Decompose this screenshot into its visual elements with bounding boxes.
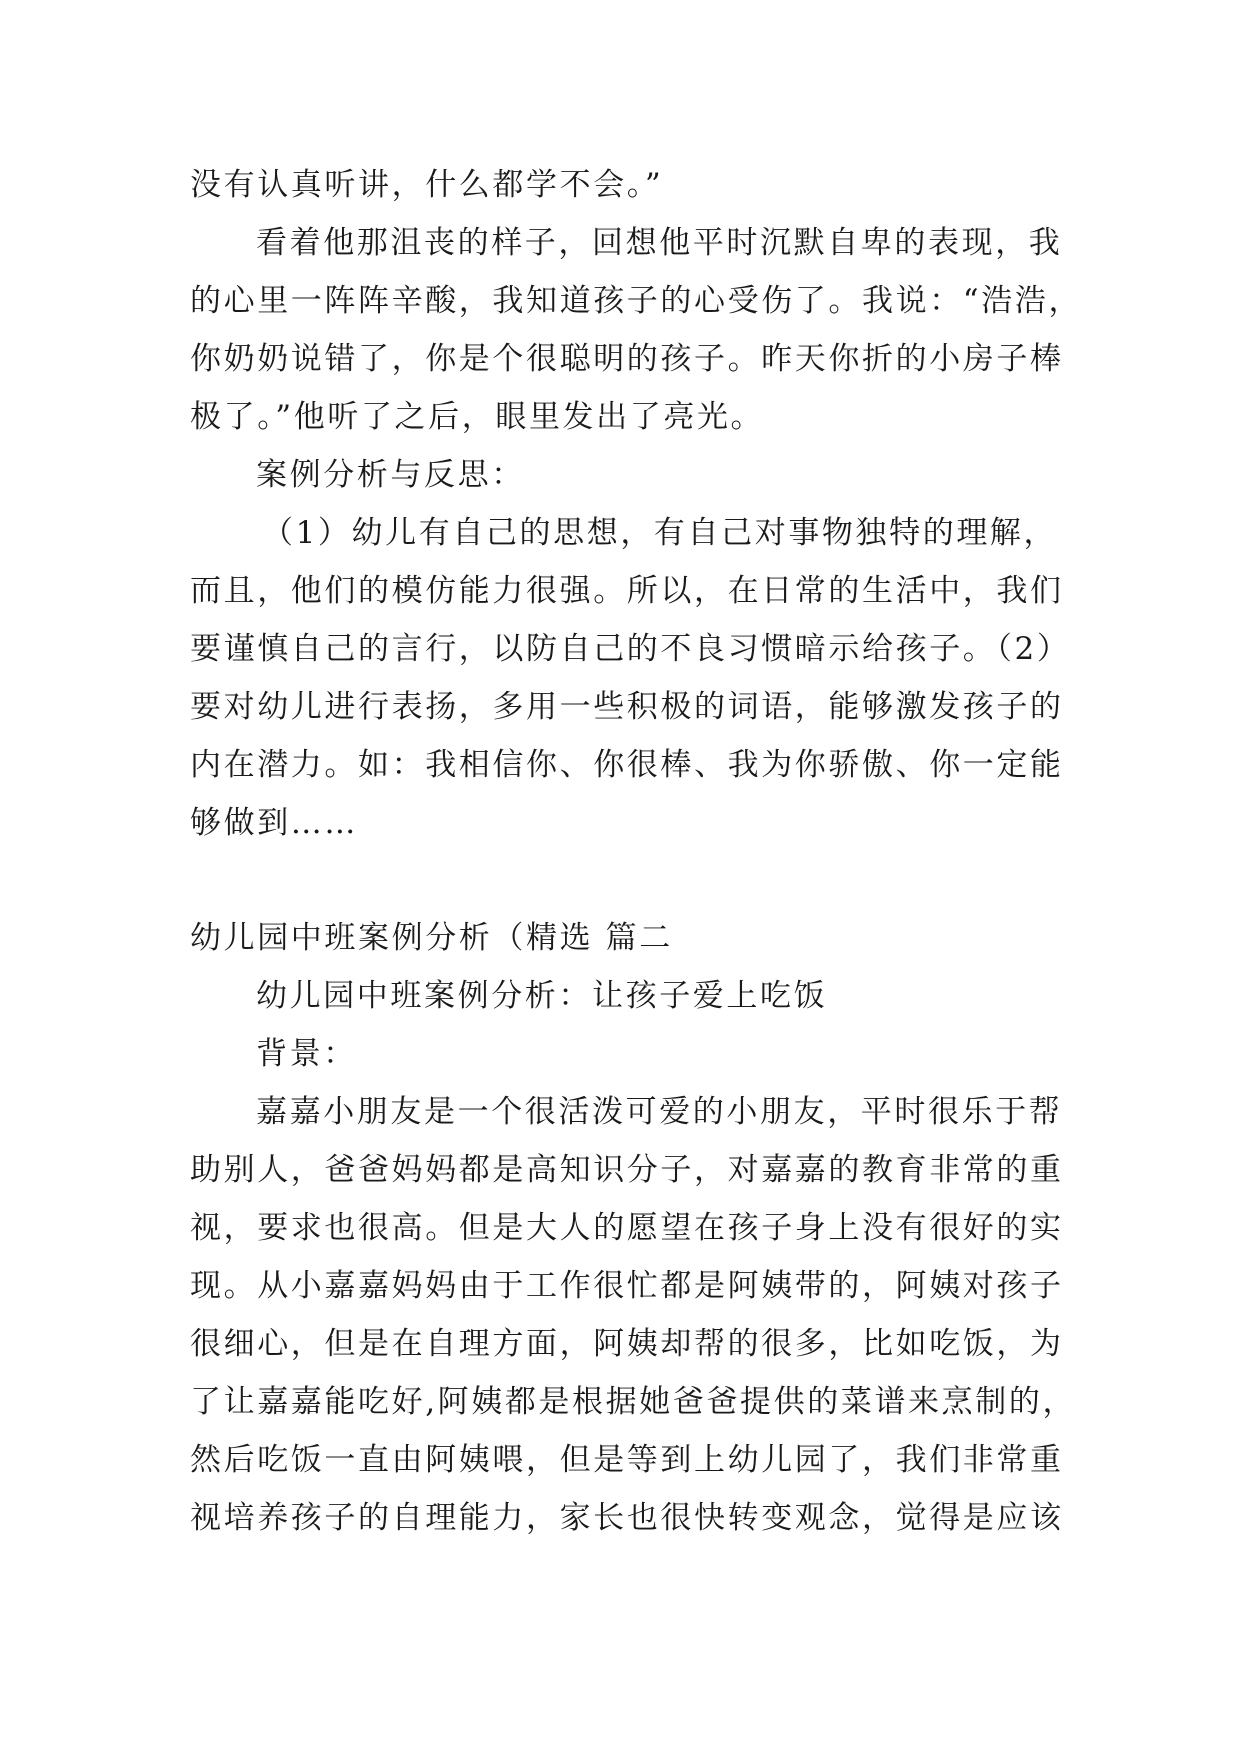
text-line: 没有认真听讲，什么都学不会。” <box>190 167 664 203</box>
text-line: 而且，他们的模仿能力很强。所以，在日常的生活中，我们 <box>190 573 1064 609</box>
text-line: 的心里一阵阵辛酸，我知道孩子的心受伤了。我说：“浩浩， <box>190 283 1083 319</box>
text-line: 内在潜力。如：我相信你、你很棒、我为你骄傲、你一定能 <box>190 747 1064 783</box>
section-heading: 幼儿园中班案例分析（精选 篇二 <box>190 920 673 956</box>
paragraph-start: 看着他那沮丧的样子，回想他平时沉默自卑的表现，我 <box>256 225 1063 261</box>
text-line: 够做到…… <box>190 805 358 841</box>
text-line: 了让嘉嘉能吃好,阿姨都是根据她爸爸提供的菜谱来烹制的， <box>190 1384 1077 1420</box>
paragraph-start: 嘉嘉小朋友是一个很活泼可爱的小朋友，平时很乐于帮 <box>256 1094 1063 1130</box>
text-line: 很细心，但是在自理方面，阿姨却帮的很多，比如吃饭，为 <box>190 1326 1064 1362</box>
text-line: 现。从小嘉嘉妈妈由于工作很忙都是阿姨带的，阿姨对孩子 <box>190 1268 1064 1304</box>
text-line: 然后吃饭一直由阿姨喂，但是等到上幼儿园了，我们非常重 <box>190 1442 1064 1478</box>
text-line: 视培养孩子的自理能力，家长也很快转变观念，觉得是应该 <box>190 1500 1064 1536</box>
text-line: 要谨慎自己的言行，以防自己的不良习惯暗示给孩子。（2） <box>190 631 1071 667</box>
text-line: 你奶奶说错了，你是个很聪明的孩子。昨天你折的小房子棒 <box>190 341 1064 377</box>
text-line: 助别人，爸爸妈妈都是高知识分子，对嘉嘉的教育非常的重 <box>190 1152 1064 1188</box>
paragraph-start: （1）幼儿有自己的思想，有自己对事物独特的理解， <box>262 515 1058 551</box>
subheading: 案例分析与反思： <box>256 457 525 493</box>
subheading: 背景： <box>256 1036 357 1072</box>
text-line: 要对幼儿进行表扬，多用一些积极的词语，能够激发孩子的 <box>190 689 1064 725</box>
article-title: 幼儿园中班案例分析：让孩子爱上吃饭 <box>256 978 828 1014</box>
text-line: 视，要求也很高。但是大人的愿望在孩子身上没有很好的实 <box>190 1210 1064 1246</box>
text-line: 极了。”他听了之后，眼里发出了亮光。 <box>190 399 765 435</box>
